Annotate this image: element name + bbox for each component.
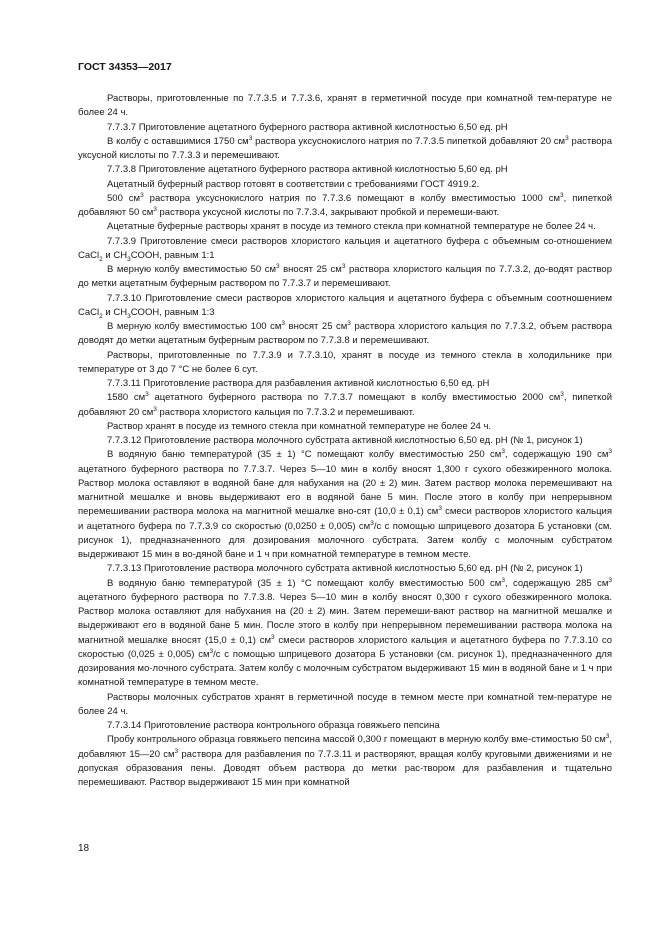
paragraph: Раствор хранят в посуде из темного стекла при комнатной температуре не более 24 ч.	[107, 420, 492, 432]
document-code: ГОСТ 34353—2017	[78, 61, 172, 73]
paragraph: 7.7.3.9 Приготовление смеси растворов хлористого кальция и ацетатного буфера с объемным со-отношением CaCl$_2$ и $CH_3COOH$, равным 1:1	[78, 235, 612, 263]
paragraph: В колбу с оставшимися 1750 $см^3$ раствора уксуснокислого натрия по 7.7.3.5 пипеткой добавляют 20 $см^3$ раствора уксусной кислоты по 7.7.3.3 и перемешивают.	[78, 134, 612, 161]
document-body	[78, 92, 612, 790]
paragraph: Растворы, приготовленные по 7.7.3.9 и 7.7.3.10, хранят в посуде из темного стекла в холодильнике при температуре от 3 до 7 °С не более 6 сут.	[78, 349, 612, 375]
paragraph: 500 $см^3$ раствора уксуснокислого натрия по 7.7.3.6 помещают в колбу вместимостью 1000 $см^3$, пипеткой добавляют 50 $см^3$ раствора уксусной кислоты по 7.7.3.4, закрывают пробкой и перемеши-вают.	[78, 191, 613, 218]
paragraph: Ацетатные буферные растворы хранят в посуде из темного стекла при комнатной температуре не более 24 ч.	[107, 221, 596, 233]
paragraph: 1580 $см^3$ ацетатного буферного раствора по 7.7.3.7 помещают в колбу вместимостью 2000 $см^3$, пипеткой добавляют 20 $см^3$ раствора хлористого кальция по 7.7.3.2 и перемешивают.	[78, 391, 613, 418]
paragraph: Ацетатный буферный раствор готовят в соответствии с требованиями ГОСТ 4919.2.	[107, 178, 480, 190]
paragraph: 7.7.3.12 Приготовление раствора молочного субстрата активной кислотностью 6,50 ед. рН (№ 1, рисунок 1)	[107, 435, 583, 446]
paragraph: 7.7.3.11 Приготовление раствора для разбавления активной кислотностью 6,50 ед. рН	[107, 378, 490, 389]
paragraph: 7.7.3.13 Приготовление раствора молочного субстрата активной кислотностью 5,60 ед. рН (№ 2, рисунок 1)	[107, 563, 583, 575]
paragraph: 7.7.3.7 Приготовление ацетатного буферного раствора активной кислотностью 6,50 ед. рН	[107, 121, 508, 133]
paragraph: В водяную баню температурой (35 ± 1) °С помещают колбу вместимостью 500 $см^3$, содержащую 285 $см^3$ ацетатного буферного раствора по 7.7.3.8. Через 5—10 мин в колбу вносят 0,300 г сухого обезжиренного молока. Раствор молока оставляют для набухания на (20 ± 2) мин. Затем перемеши-вают раствор на магнитной мешалке и выдерживают его в водяной бане 5 мин. После этого в колбу при непрерывном перемешивании раствора молока на магнитной мешалке вносят (15,0 ± 0,1) $см^3$ смеси растворов хлористого кальция и ацетатного буфера по 7.7.3.10 со скоростью (0,025 ± 0,005) $см^3/с$ с помощью шприцевого дозатора Б установки (см. рисунок 1), предназначенного для дозирования мо-лочного субстрата. Затем колбу с молочным субстратом выдерживают 15 мин в водяной бане и 1 ч при комнатной температуре в темном месте.	[78, 576, 612, 689]
paragraph: 7.7.3.8 Приготовление ацетатного буферного раствора активной кислотностью 5,60 ед. рН	[107, 164, 508, 176]
paragraph: Растворы молочных субстратов хранят в герметичной посуде в темном месте при комнатной тем-пературе не более 24 ч.	[78, 691, 612, 717]
paragraph: В мерную колбу вместимостью 50 $см^3$ вносят 25 $см^3$ раствора хлористого кальция по 7.7.3.2, до-водят раствор до метки ацетатным буферным раствором по 7.7.3.7 и перемешивают.	[78, 262, 612, 290]
paragraph: Пробу контрольного образца говяжьего пепсина массой 0,300 г помещают в мерную колбу вме-стимостью 50 $см^3$, добавляют 15—20 $см^3$ раствора для разбавления по 7.7.3.11 и растворяют, вращая колбу круговыми движениями и не допуская образования пены. Доводят объем раствора до метки рас-твором для разбавления и тщательно перемешивают. Раствор выдерживают 15 мин при комнатной	[78, 733, 613, 788]
page-number: 18	[78, 843, 90, 854]
paragraph: В мерную колбу вместимостью 100 $см^3$ вносят 25 $см^3$ раствора хлористого кальция по 7.7.3.2, объем раствора доводят до метки ацетатным буферным раствором по 7.7.3.8 и перемешивают.	[78, 319, 612, 347]
paragraph: 7.7.3.14 Приготовление раствора контрольного образца говяжьего пепсина	[107, 720, 440, 731]
paragraph: Растворы, приготовленные по 7.7.3.5 и 7.7.3.6, хранят в герметичной посуде при комнатной тем-пературе не более 24 ч.	[78, 93, 612, 119]
paragraph: В водяную баню температурой (35 ± 1) °С помещают колбу вместимостью 250 $см^3$, содержащую 190 $см^3$ ацетатного буферного раствора по 7.7.3.7. Через 5—10 мин в колбу вносят 1,300 г сухого обезжиренного молока. Раствор молока оставляют в водяной бане для набухания на (20 ± 2) мин. Затем раствор молока перемешивают на магнитной мешалке и вновь выдерживают его в водяной бане 5 мин. После этого в колбу при непрерывном перемешивании раствора молока на магнитной мешалке вно-сят (10,0 ± 0,1) $см^3$ смеси растворов хлористого кальция и ацетатного буфера по 7.7.3.9 со скоростью (0,0250 ± 0,005) $см^3/с$ с помощью шприцевого дозатора Б установки (см. рисунок 1), предназначенного для дозирования молочного субстрата. Затем колбу с молочным субстратом выдерживают 15 мин в во-дяной бане и 1 ч при комнатной температуре в темном месте.	[78, 448, 612, 560]
paragraph: 7.7.3.10 Приготовление смеси растворов хлористого кальция и ацетатного буфера с объемным соотношением CaCl$_2$ и $CH_3COOH$, равным 1:3	[78, 292, 612, 320]
